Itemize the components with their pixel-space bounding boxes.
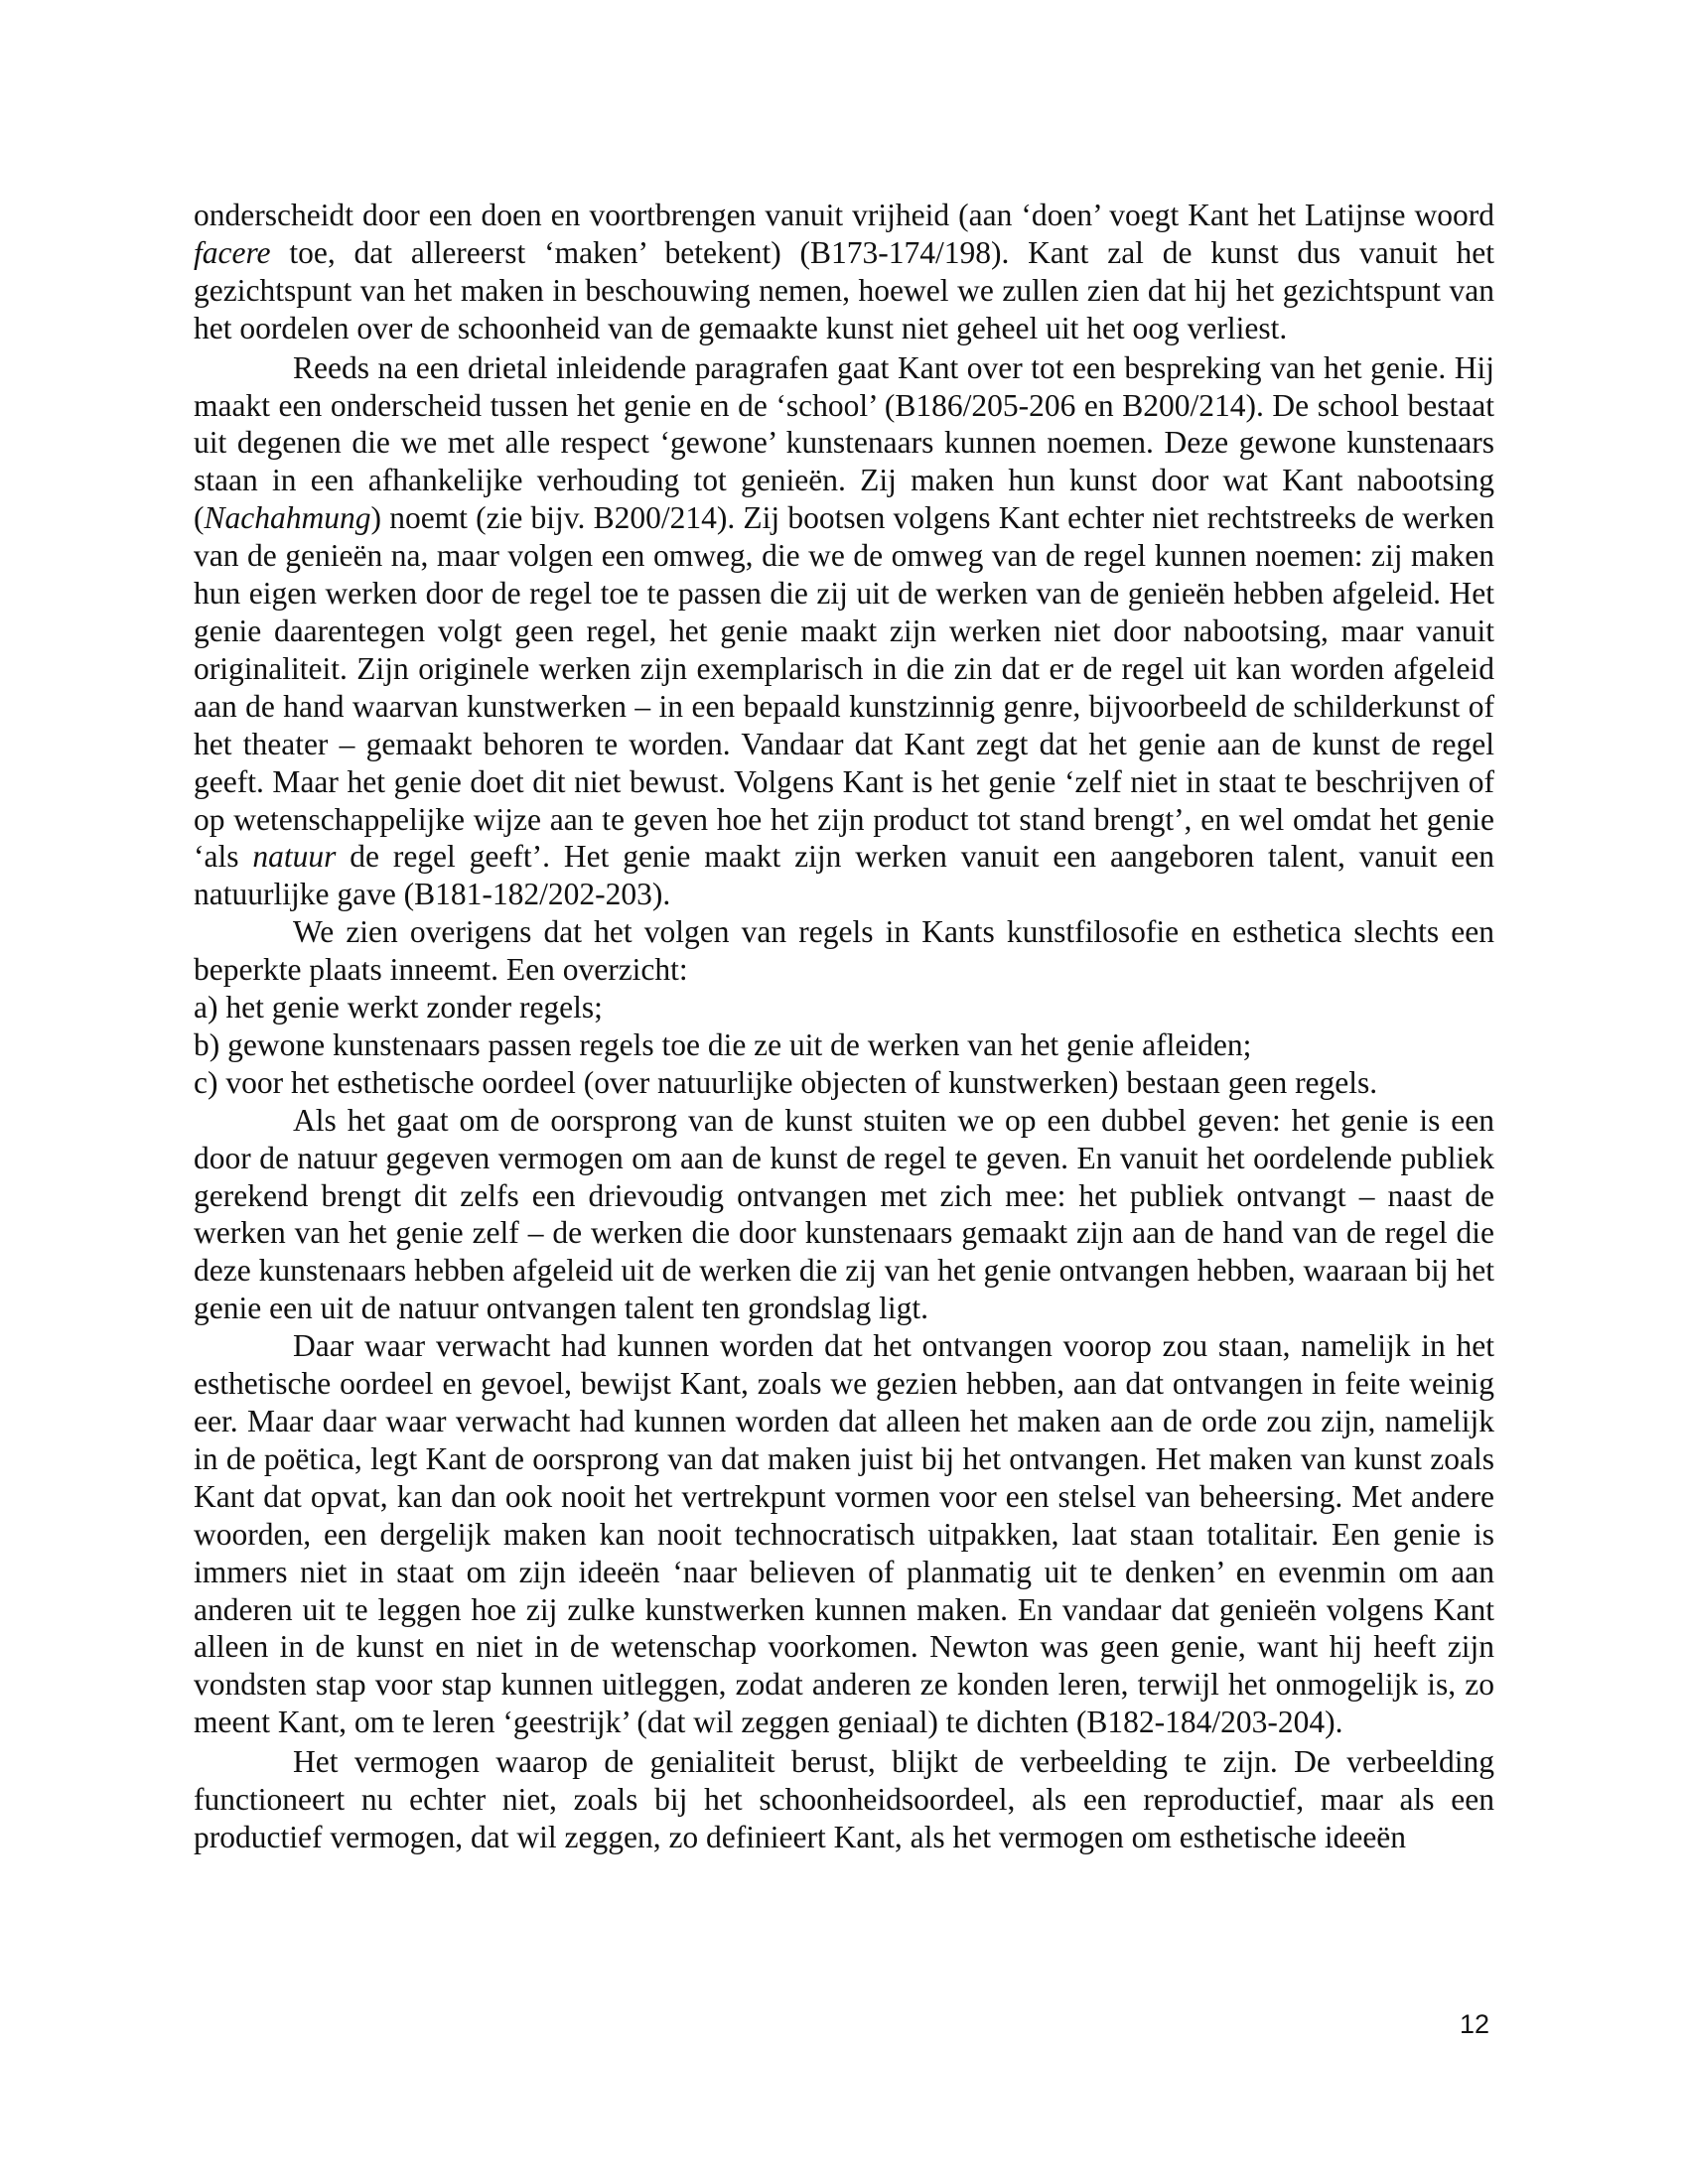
- paragraph-5-text: Daar waar verwacht had kunnen worden dat het ontvangen voorop zou staan, namelijk in het esthetische oordeel en gevoel, bewijst Kant, zoals we gezien hebben, aan dat ontvangen in feite weinig eer. Maar daar waar verwacht had kunnen worden dat alleen het maken aan de orde zou zijn, namelijk in de poëtica, legt Kant de oorsprong van dat maken juist bij het ontvangen. Het maken van kunst zoals Kant dat opvat, kan dan ook nooit het vertrekpunt vormen voor een stelsel van beheersing. Met andere woorden, een dergelijk maken kan nooit technocratisch uitpakken, laat staan totalitair. Een genie is immers niet in staat om zijn ideeën ‘naar believen of planmatig uit te denken’ en evenmin om aan anderen uit te leggen hoe zij zulke kunstwerken kunnen maken. En vandaar dat genieën volgens Kant alleen in de kunst en niet in de wetenschap voorkomen. Newton was geen genie, want hij heeft zijn vondsten stap voor stap kunnen uitleggen, zodat anderen ze konden leren, terwijl het onmogelijk is, zo meent Kant, om te leren ‘geestrijk’ (dat wil zeggen geniaal) te dichten (B182-184/203-204).: [194, 1328, 1494, 1740]
- paragraph-3-text: We zien overigens dat het volgen van regels in Kants kunstfilosofie en esthetica slechts een beperkte plaats inneemt. Een overzicht:: [194, 914, 1494, 988]
- paragraph-1-italic-facere: facere: [194, 234, 271, 270]
- paragraph-1-text-a: onderscheidt door een doen en voortbrengen vanuit vrijheid (aan ‘doen’ voegt Kant het Latijnse woord: [194, 198, 1494, 232]
- paragraph-1: [194, 197, 1494, 347]
- paragraph-2-text-a: Reeds na een drietal inleidende paragrafen gaat Kant over tot een bespreking van het genie. Hij maakt een onderscheid tussen het genie en de ‘school’ (B186/205-206 en B200/214). De school bestaat uit degenen die we met alle respect ‘gewone’ kunstenaars kunnen noemen. Deze gewone kunstenaars staan in een afhankelijke verhouding tot genieën. Zij maken hun kunst door wat Kant nabootsing (: [194, 349, 1494, 536]
- paragraph-2-text-b: ) noemt (zie bijv. B200/214). Zij bootsen volgens Kant echter niet rechtstreeks de werken van de genieën na, maar volgen een omweg, die we de omweg van de regel kunnen noemen: zij maken hun eigen werken door de regel toe te passen die zij uit de werken van de genieën hebben afgeleid. Het genie daarentegen volgt geen regel, het genie maakt zijn werken niet door nabootsing, maar vanuit originaliteit. Zijn originele werken zijn exemplarisch in die zin dat er de regel uit kan worden afgeleid aan de hand waarvan kunstwerken – in een bepaald kunstzinnig genre, bijvoorbeeld de schilderkunst of het theater – gemaakt behoren te worden. Vandaar dat Kant zegt dat het genie aan de kunst de regel geeft. Maar het genie doet dit niet bewust. Volgens Kant is het genie ‘zelf niet in staat te beschrijven of op wetenschappelijke wijze aan te geven hoe het zijn product tot stand brengt’, en wel omdat het genie ‘als: [194, 500, 1494, 875]
- paragraph-2-italic-natuur: natuur: [252, 839, 337, 875]
- list-item-a-text: a) het genie werkt zonder regels;: [194, 990, 603, 1025]
- paragraph-1-text-b: toe, dat allereerst ‘maken’ betekent) (B173-174/198). Kant zal de kunst dus vanuit het gezichtspunt van het maken in beschouwing nemen, hoewel we zullen zien dat hij het gezichtspunt van het oordelen over de schoonheid van de gemaakte kunst niet geheel uit het oog verliest.: [194, 234, 1494, 345]
- paragraph-2-italic-nachahmung: Nachahmung: [204, 500, 371, 536]
- paragraph-3: [194, 913, 1494, 989]
- list-item-b: [194, 1026, 1494, 1064]
- paragraph-4-text: Als het gaat om de oorsprong van de kunst stuiten we op een dubbel geven: het genie is een door de natuur gegeven vermogen om aan de kunst de regel te geven. En vanuit het oordelende publiek gerekend brengt dit zelfs een drievoudig ontvangen met zich mee: het publiek ontvangt – naast de werken van het genie zelf – de werken die door kunstenaars gemaakt zijn aan de hand van de regel die deze kunstenaars hebben afgeleid uit de werken die zij van het genie ontvangen hebben, waaraan bij het genie een uit de natuur ontvangen talent ten grondslag ligt.: [194, 1102, 1494, 1326]
- list-item-b-text: b) gewone kunstenaars passen regels toe die ze uit de werken van het genie afleiden;: [194, 1026, 1252, 1062]
- list-item-c: [194, 1064, 1494, 1102]
- paragraph-6: [194, 1743, 1494, 1856]
- document-body: [194, 197, 1494, 1856]
- list-item-c-text: c) voor het esthetische oordeel (over natuurlijke objecten of kunstwerken) bestaan geen regels.: [194, 1064, 1378, 1100]
- list-item-a: [194, 989, 1494, 1026]
- paragraph-4: [194, 1102, 1494, 1327]
- paragraph-5: [194, 1327, 1494, 1741]
- paragraph-6-text: Het vermogen waarop de genialiteit berust, blijkt de verbeelding te zijn. De verbeelding functioneert nu echter niet, zoals bij het schoonheidsoordeel, als een reproductief, maar als een productief vermogen, dat wil zeggen, zo definieert Kant, als het vermogen om esthetische ideeën: [194, 1744, 1494, 1854]
- paragraph-2: [194, 349, 1494, 914]
- page-number: 12: [1459, 2009, 1489, 2039]
- paragraph-2-text-c: de regel geeft’. Het genie maakt zijn werken vanuit een aangeboren talent, vanuit een natuurlijke gave (B181-182/202-203).: [194, 839, 1494, 912]
